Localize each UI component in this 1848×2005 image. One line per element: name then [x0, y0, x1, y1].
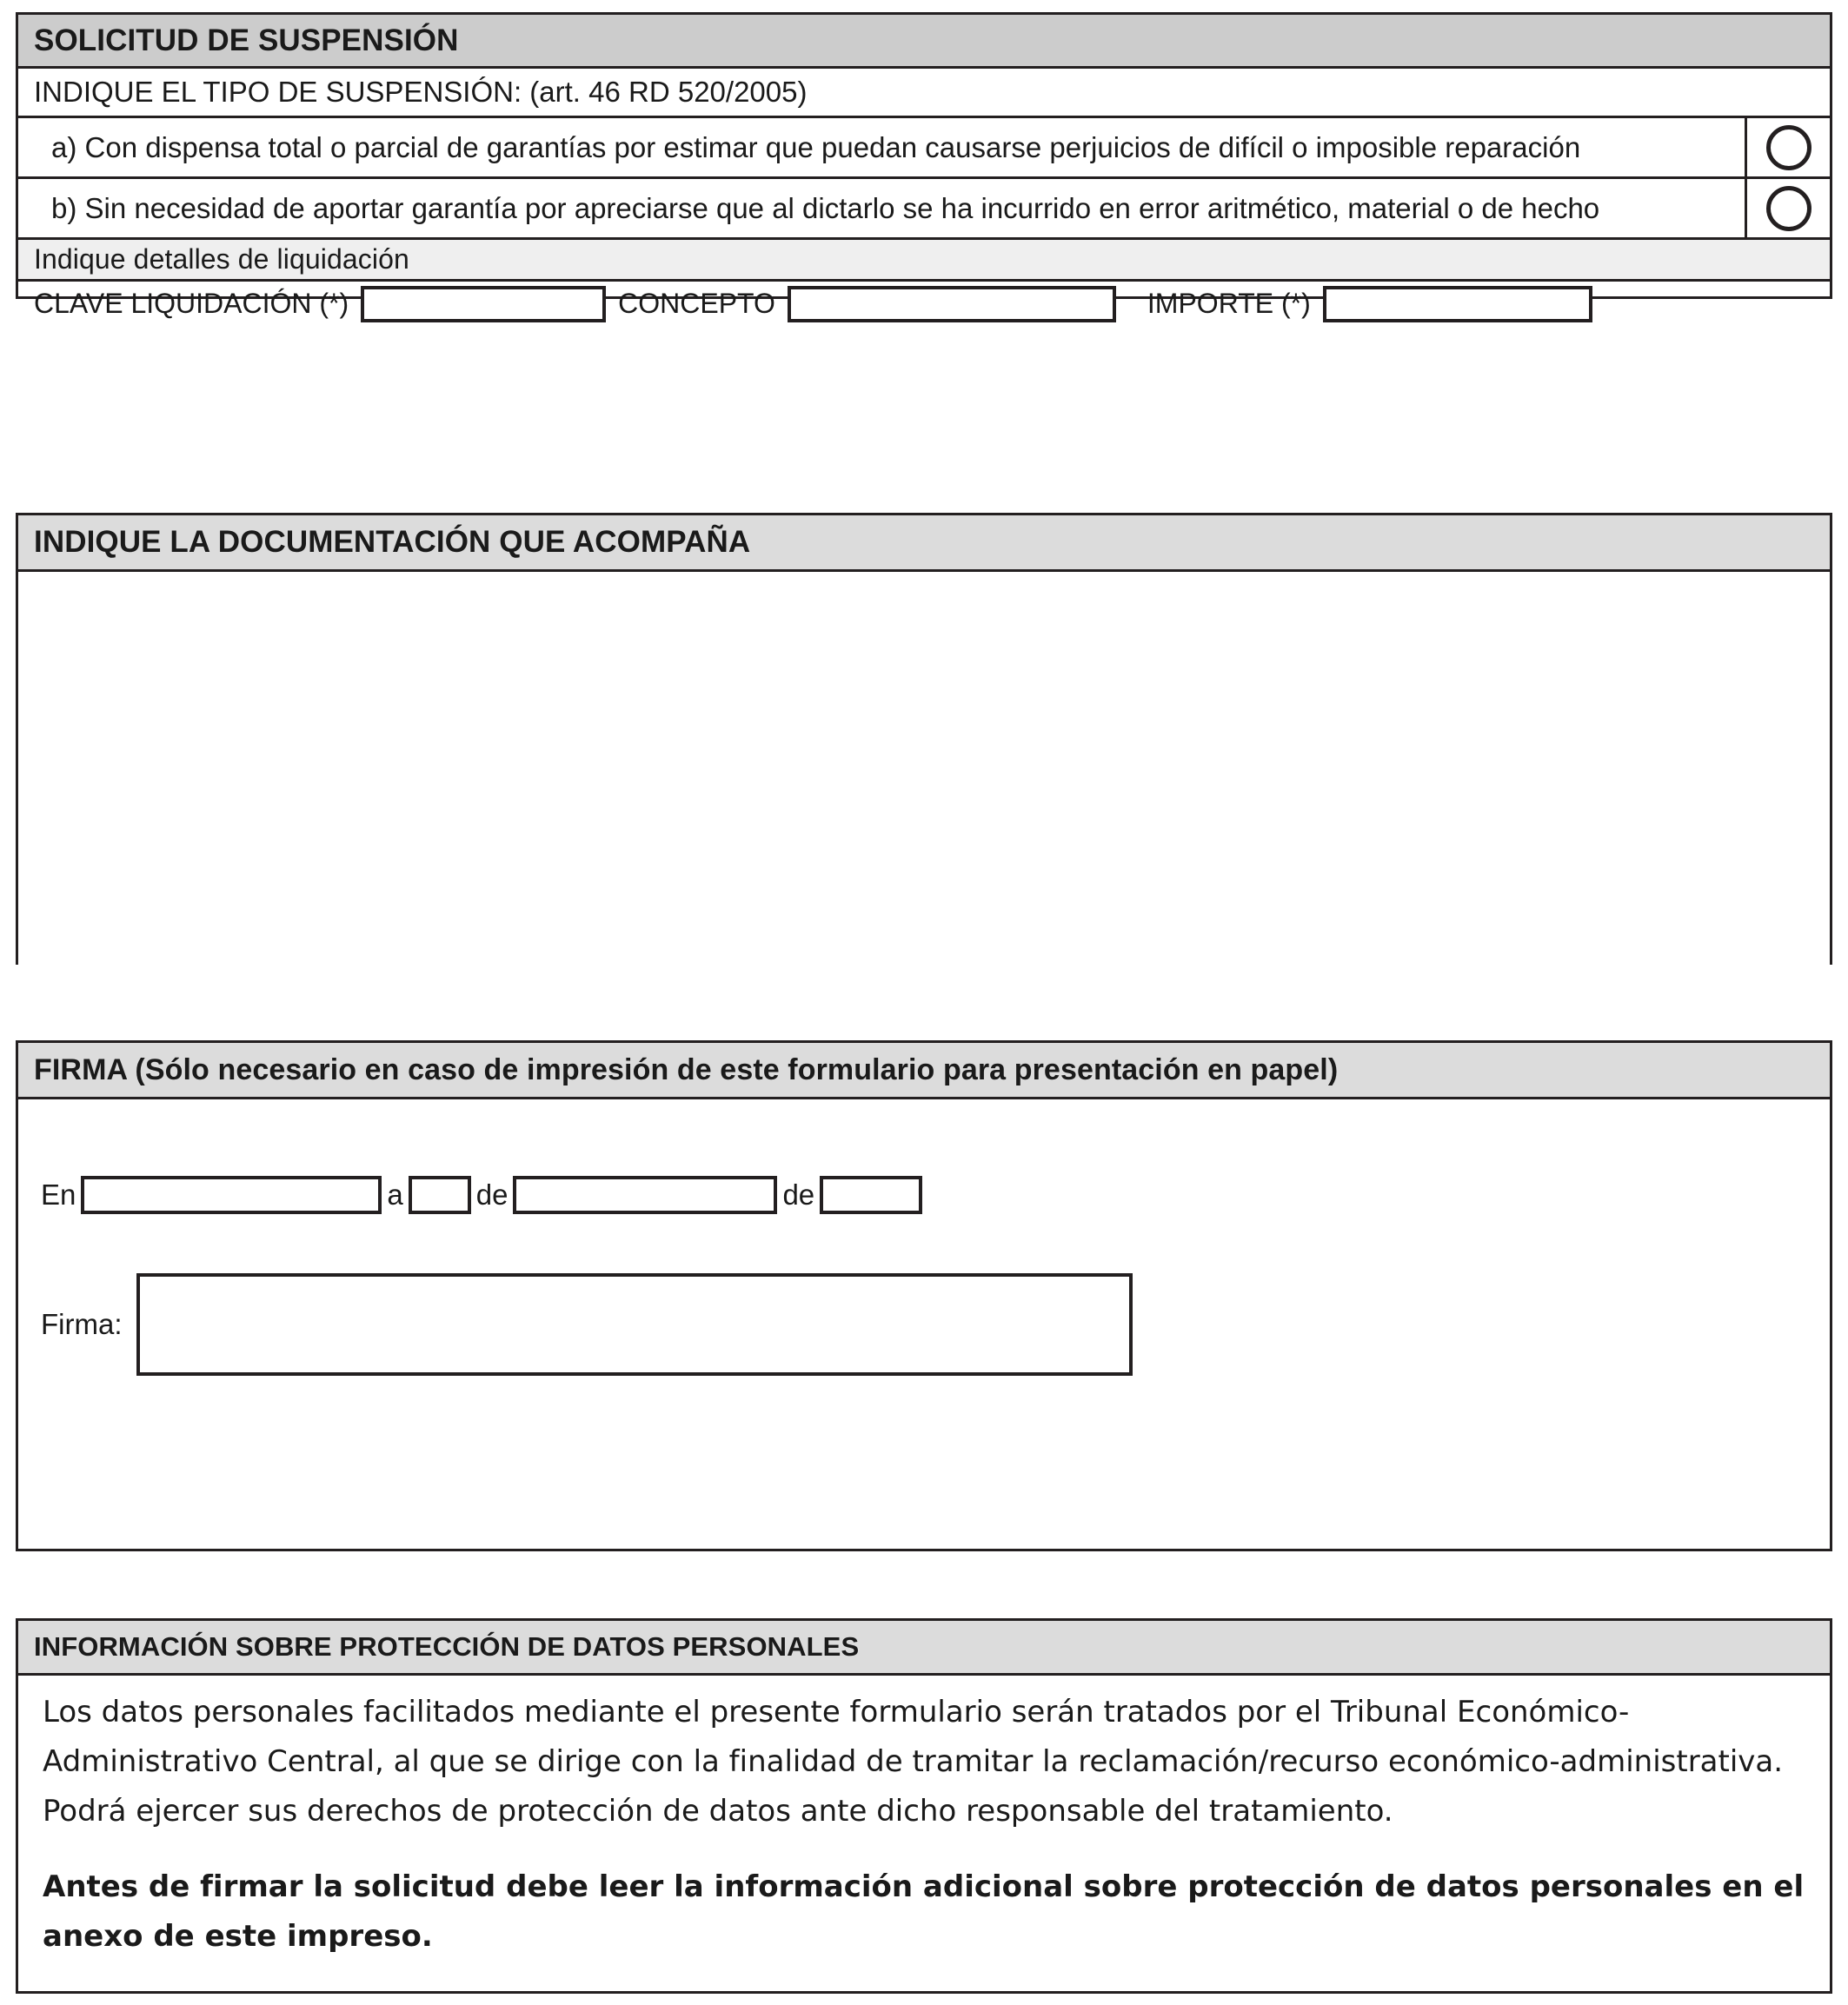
suspension-option-a-label: a) Con dispensa total o parcial de garantías por estimar que puedan causarse perjuicios de difícil o imposible reparación — [51, 131, 1581, 163]
section-title-solicitud-suspension: SOLICITUD DE SUSPENSIÓN — [18, 15, 1830, 69]
anio-input[interactable] — [820, 1176, 922, 1214]
importe-label: IMPORTE (*) — [1147, 288, 1311, 319]
firma-body — [18, 1097, 1830, 1549]
a-label: a — [387, 1178, 403, 1211]
clave-liquidacion-label: CLAVE LIQUIDACIÓN (*) — [34, 288, 349, 319]
proteccion-datos-paragraph-1: Los datos personales facilitados mediante el presente formulario serán tratados por el Tribunal Económico-Administrativo Central, al que se dirige con la finalidad de tramitar la reclamación/recurso económico-administrativa. Podrá ejercer sus derechos de protección de datos ante dicho responsable del tratamiento. — [43, 1695, 1784, 1829]
suspension-option-b-radio-cell[interactable] — [1745, 179, 1830, 237]
ciudad-input[interactable] — [81, 1176, 382, 1214]
section-documentacion — [16, 513, 1832, 965]
suspension-option-a-radio-cell[interactable] — [1745, 118, 1830, 176]
dia-input[interactable] — [409, 1176, 471, 1214]
liquidacion-fields-row — [18, 279, 1830, 326]
section-title-firma: FIRMA (Sólo necesario en caso de impresión de este formulario para presentación en papel) — [18, 1043, 1830, 1097]
section-title-proteccion-datos: INFORMACIÓN SOBRE PROTECCIÓN DE DATOS PERSONALES — [18, 1621, 1830, 1673]
date-line — [41, 1176, 922, 1214]
proteccion-datos-paragraph-2: Antes de firmar la solicitud debe leer la información adicional sobre protección de datos personales en el anexo de este impreso. — [43, 1869, 1805, 1954]
en-label: En — [41, 1178, 76, 1211]
de-label-year: de — [782, 1178, 815, 1211]
proteccion-datos-body — [18, 1673, 1830, 1991]
section-firma — [16, 1040, 1832, 1551]
mes-input[interactable] — [513, 1176, 777, 1214]
section-title-documentacion: INDIQUE LA DOCUMENTACIÓN QUE ACOMPAÑA — [18, 515, 1830, 569]
clave-liquidacion-input[interactable] — [361, 286, 606, 322]
concepto-input[interactable] — [788, 286, 1116, 322]
radio-button-option-a[interactable] — [1766, 125, 1811, 170]
importe-input[interactable] — [1323, 286, 1592, 322]
signature-line — [41, 1273, 1133, 1376]
concepto-label: CONCEPTO — [618, 288, 775, 319]
section-proteccion-datos — [16, 1618, 1832, 1994]
radio-button-option-b[interactable] — [1766, 186, 1811, 231]
suspension-option-b-label: b) Sin necesidad de aportar garantía por apreciarse que al dictarlo se ha incurrido en error aritmético, material o de hecho — [51, 192, 1600, 224]
liquidacion-details-header: Indique detalles de liquidación — [18, 237, 1830, 279]
de-label-month: de — [475, 1178, 509, 1211]
firma-label: Firma: — [41, 1308, 123, 1340]
documentacion-textarea[interactable] — [18, 569, 1830, 965]
section-solicitud-suspension — [16, 12, 1832, 319]
suspension-option-b-row[interactable] — [18, 176, 1830, 237]
suspension-type-prompt: INDIQUE EL TIPO DE SUSPENSIÓN: (art. 46 RD 520/2005) — [18, 69, 1830, 116]
signature-input[interactable] — [136, 1273, 1133, 1376]
suspension-option-a-row[interactable] — [18, 116, 1830, 176]
